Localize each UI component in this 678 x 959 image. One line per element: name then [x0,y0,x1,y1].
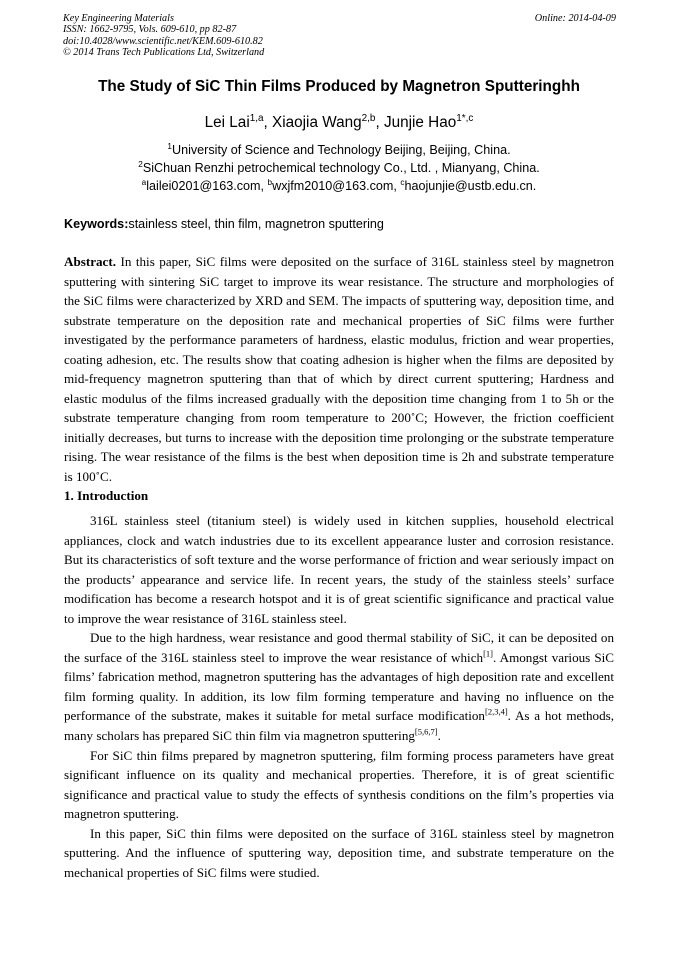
text: . [437,728,441,744]
paragraph: For SiC thin films prepared by magnetron sputtering, film forming process parameters have great significant influence on its quality and mechanical properties. Therefore, it is of great scientific significance and practical value to study the effects of synthesis conditions on the film’s properties via magnetron sputtering. [64,747,614,822]
copyright: © 2014 Trans Tech Publications Ltd, Switzerland [63,47,265,59]
affiliation [0,161,678,175]
email: lailei0201@163.com, [146,179,268,193]
emails [0,179,678,193]
abstract-text: In this paper, SiC films were deposited on the surface of 316L stainless steel by magnetron sputtering with sintering SiC target to improve its wear resistance. The structure and morphologies of the SiC films were characterized by XRD and SEM. The impacts of sputtering way, deposition time, and substrate temperature on the deposition rate and mechanical properties of SiC films were further investigated by the performance parameters of hardness, elastic modulus, friction and wear properties, coating adhesion, etc. The results show that coating adhesion is higher when the films are deposited by mid-frequency magnetron sputtering than that of which by direct current sputtering; Hardness and elastic modulus of the films increased gradually with the deposition time changing from 1 to 5h or the substrate temperature changing from room temperature to 200˚C; However, the friction coefficient initially decreases, but turns to increase with the deposition time prolonging or the substrate temperature rising. The wear resistance of the films is the best when deposition time is 2h and substrate temperature is 100˚C. [64,254,614,485]
introduction-body [64,511,614,882]
paragraph: In this paper, SiC thin films were deposited on the surface of 316L stainless steel by magnetron sputtering. And the influence of sputtering way, deposition time, and substrate temperature on the mechanical properties of SiC films were studied. [64,825,614,880]
keywords-label: Keywords: [64,217,129,231]
email-sup: b [267,177,273,187]
issn: ISSN: 1662-9795, Vols. 609-610, pp 82-87 [63,24,237,36]
paper-title: The Study of SiC Thin Films Produced by Magnetron Sputteringhh [98,78,580,95]
aff-text: SiChuan Renzhi petrochemical technology Co., Ltd. , Mianyang, China. [142,161,540,175]
aff-sup: 1 [167,141,172,151]
keywords [64,217,384,231]
email: haojunjie@ustb.edu.cn. [404,179,537,193]
author-name: Xiaojia Wang [272,114,362,131]
doi: doi:10.4028/www.scientific.net/KEM.609-610.82 [63,35,263,47]
journal-name: Key Engineering Materials [63,13,174,24]
citation: [5,6,7] [414,726,438,737]
journal-header [63,13,264,59]
keywords-text: stainless steel, thin film, magnetron sputtering [128,217,384,231]
citation: [1] [483,648,493,659]
abstract [64,252,614,487]
email-sup: c [400,177,405,187]
aff-text: University of Science and Technology Beijing, Beijing, China. [171,143,511,157]
affiliation [0,143,678,157]
author-sup: 1,a [249,112,264,124]
paragraph [64,628,614,745]
text: . Amongst various SiC films’ fabrication method, magnetron sputtering has the advantages of high deposition rate and excellent film forming quality. In addition, its low film forming temperature and having no influence on the performance of the substrate, makes it suitable for metal surface modification [64,649,614,724]
author-sup: 2,b [361,112,376,124]
text: . As a hot methods, many scholars has prepared SiC thin film via magnetron sputtering [64,708,614,744]
author-name: Junjie Hao [383,114,457,131]
online-date: Online: 2014-04-09 [534,13,616,24]
text: Due to the high hardness, wear resistance and good thermal stability of SiC, it can be deposited on the surface of the 316L stainless steel to improve the wear resistance of which [64,630,614,665]
author-sup: 1*,c [456,112,474,124]
section-heading: 1. Introduction [64,488,149,503]
authors: Lei Lai$^{1,a}$, Xiaojia Wang$^{2,b}$, Junjie Hao$^{1*,c}$ [204,112,474,131]
aff-sup: 2 [138,159,143,169]
email: wxjfm2010@163.com, [272,179,401,193]
email-sup: a [141,177,147,187]
author-name: Lei Lai [204,114,250,131]
citation: [2,3,4] [484,707,508,718]
paragraph: 316L stainless steel (titanium steel) is widely used in kitchen supplies, household electrical appliances, clock and watch industries due to its excellent appearance luster and corrosion resistance. But its characteristics of soft texture and the worse performance of friction and wear seriously impact on the products’ appearance and service life. In recent years, the study of the stainless steels’ surface modification has become a research hotspot and it is of great scientific significance and practical value to improve the wear resistance of 316L stainless steel. [64,513,614,626]
abstract-label: Abstract. [64,254,116,269]
